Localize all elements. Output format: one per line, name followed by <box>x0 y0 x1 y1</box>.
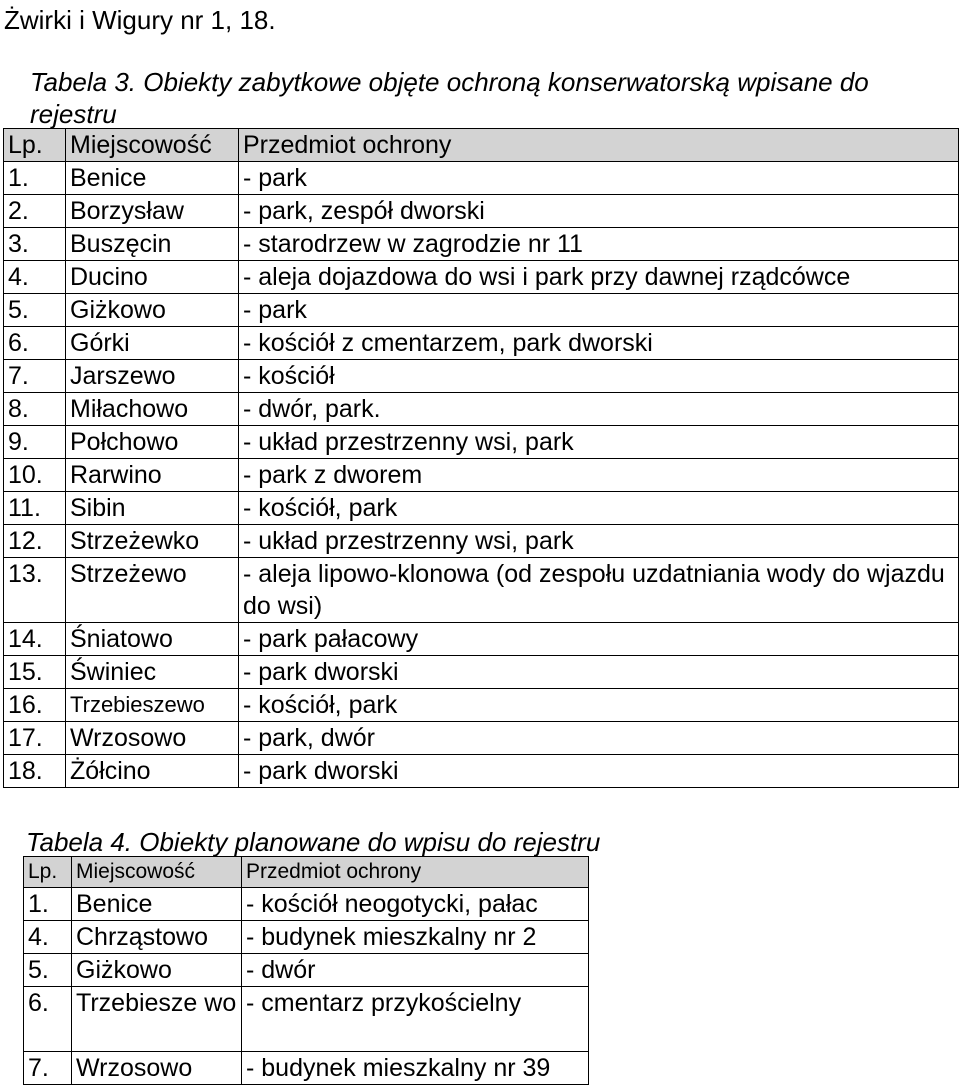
table4-header-lp: Lp. <box>24 857 72 888</box>
cell-przedmiot: - budynek mieszkalny nr 2 <box>242 921 589 954</box>
cell-przedmiot: - park <box>239 294 959 327</box>
table3-header-row <box>4 129 959 162</box>
cell-przedmiot: - kościół <box>239 360 959 393</box>
cell-przedmiot: - aleja dojazdowa do wsi i park przy dawnej rządcówce <box>239 261 959 294</box>
cell-lp: 13. <box>4 558 66 623</box>
cell-przedmiot: - kościół, park <box>239 689 959 722</box>
table-row <box>4 656 959 689</box>
table-row <box>4 261 959 294</box>
table4 <box>23 856 589 1085</box>
table-row <box>4 689 959 722</box>
cell-przedmiot: - starodrzew w zagrodzie nr 11 <box>239 228 959 261</box>
cell-lp: 3. <box>4 228 66 261</box>
table4-header-row <box>24 857 589 888</box>
table-row <box>24 987 589 1052</box>
cell-miejscowosc: Giżkowo <box>72 954 242 987</box>
table3-header-przedmiot: Przedmiot ochrony <box>239 129 959 162</box>
cell-lp: 17. <box>4 722 66 755</box>
cell-lp: 5. <box>4 294 66 327</box>
table-row <box>4 722 959 755</box>
cell-przedmiot: - park <box>239 162 959 195</box>
cell-lp: 10. <box>4 459 66 492</box>
table4-caption: Tabela 4. Obiekty planowane do wpisu do rejestru <box>26 827 601 857</box>
cell-przedmiot: - park dworski <box>239 755 959 788</box>
table-row <box>24 1052 589 1085</box>
cell-miejscowosc: Chrząstowo <box>72 921 242 954</box>
cell-przedmiot: - park z dworem <box>239 459 959 492</box>
table-row <box>4 294 959 327</box>
cell-przedmiot: - dwór <box>242 954 589 987</box>
cell-przedmiot: - układ przestrzenny wsi, park <box>239 525 959 558</box>
cell-lp: 4. <box>4 261 66 294</box>
table-row <box>4 426 959 459</box>
table3 <box>3 128 959 788</box>
cell-miejscowosc: Benice <box>66 162 239 195</box>
cell-przedmiot: - budynek mieszkalny nr 39 <box>242 1052 589 1085</box>
table-row <box>4 558 959 623</box>
table-row <box>4 393 959 426</box>
cell-miejscowosc: Połchowo <box>66 426 239 459</box>
cell-lp: 18. <box>4 755 66 788</box>
table-row <box>4 360 959 393</box>
cell-lp: 7. <box>4 360 66 393</box>
table-row <box>4 623 959 656</box>
table4-header-przedmiot: Przedmiot ochrony <box>242 857 589 888</box>
cell-miejscowosc: Wrzosowo <box>66 722 239 755</box>
cell-miejscowosc: Miłachowo <box>66 393 239 426</box>
cell-lp: 7. <box>24 1052 72 1085</box>
cell-miejscowosc: Jarszewo <box>66 360 239 393</box>
table-row <box>4 525 959 558</box>
cell-przedmiot: - kościół z cmentarzem, park dworski <box>239 327 959 360</box>
table-row <box>4 162 959 195</box>
cell-miejscowosc: Żółcino <box>66 755 239 788</box>
cell-lp: 16. <box>4 689 66 722</box>
cell-lp: 11. <box>4 492 66 525</box>
cell-przedmiot: - dwór, park. <box>239 393 959 426</box>
cell-lp: 6. <box>4 327 66 360</box>
cell-lp: 12. <box>4 525 66 558</box>
table-row <box>4 195 959 228</box>
table3-header-lp: Lp. <box>4 129 66 162</box>
cell-lp: 4. <box>24 921 72 954</box>
table-row <box>24 888 589 921</box>
cell-miejscowosc: Buszęcin <box>66 228 239 261</box>
table4-header-miejscowosc: Miejscowość <box>72 857 242 888</box>
cell-miejscowosc: Benice <box>72 888 242 921</box>
table-row <box>4 327 959 360</box>
cell-miejscowosc: Ducino <box>66 261 239 294</box>
cell-miejscowosc: Rarwino <box>66 459 239 492</box>
cell-przedmiot: - aleja lipowo-klonowa (od zespołu uzdatniania wody do wjazdu do wsi) <box>239 558 959 623</box>
cell-miejscowosc: Górki <box>66 327 239 360</box>
table-row <box>4 228 959 261</box>
cell-miejscowosc: Trzebiesze wo <box>72 987 242 1052</box>
cell-miejscowosc: Wrzosowo <box>72 1052 242 1085</box>
cell-lp: 6. <box>24 987 72 1052</box>
cell-miejscowosc: Strzeżewo <box>66 558 239 623</box>
table-row <box>4 459 959 492</box>
cell-lp: 5. <box>24 954 72 987</box>
cell-przedmiot: - park pałacowy <box>239 623 959 656</box>
cell-miejscowosc: Trzebieszewo <box>66 689 239 722</box>
table-row <box>4 755 959 788</box>
cell-miejscowosc: Giżkowo <box>66 294 239 327</box>
cell-miejscowosc: Strzeżewko <box>66 525 239 558</box>
cell-lp: 15. <box>4 656 66 689</box>
cell-przedmiot: - cmentarz przykościelny <box>242 987 589 1052</box>
cell-lp: 1. <box>24 888 72 921</box>
table-row <box>24 921 589 954</box>
intro-line: Żwirki i Wigury nr 1, 18. <box>4 5 276 35</box>
cell-przedmiot: - park, zespół dworski <box>239 195 959 228</box>
table3-header-miejscowosc: Miejscowość <box>66 129 239 162</box>
cell-lp: 8. <box>4 393 66 426</box>
cell-miejscowosc: Borzysław <box>66 195 239 228</box>
table3-caption: Tabela 3. Obiekty zabytkowe objęte ochroną konserwatorską wpisane do rejestru <box>30 67 869 129</box>
cell-przedmiot: - kościół, park <box>239 492 959 525</box>
cell-przedmiot: - układ przestrzenny wsi, park <box>239 426 959 459</box>
table-row <box>4 492 959 525</box>
cell-miejscowosc: Sibin <box>66 492 239 525</box>
cell-przedmiot: - kościół neogotycki, pałac <box>242 888 589 921</box>
cell-lp: 1. <box>4 162 66 195</box>
cell-miejscowosc: Śniatowo <box>66 623 239 656</box>
cell-lp: 9. <box>4 426 66 459</box>
cell-lp: 14. <box>4 623 66 656</box>
cell-przedmiot: - park dworski <box>239 656 959 689</box>
table-row <box>24 954 589 987</box>
cell-miejscowosc: Świniec <box>66 656 239 689</box>
cell-przedmiot: - park, dwór <box>239 722 959 755</box>
cell-lp: 2. <box>4 195 66 228</box>
